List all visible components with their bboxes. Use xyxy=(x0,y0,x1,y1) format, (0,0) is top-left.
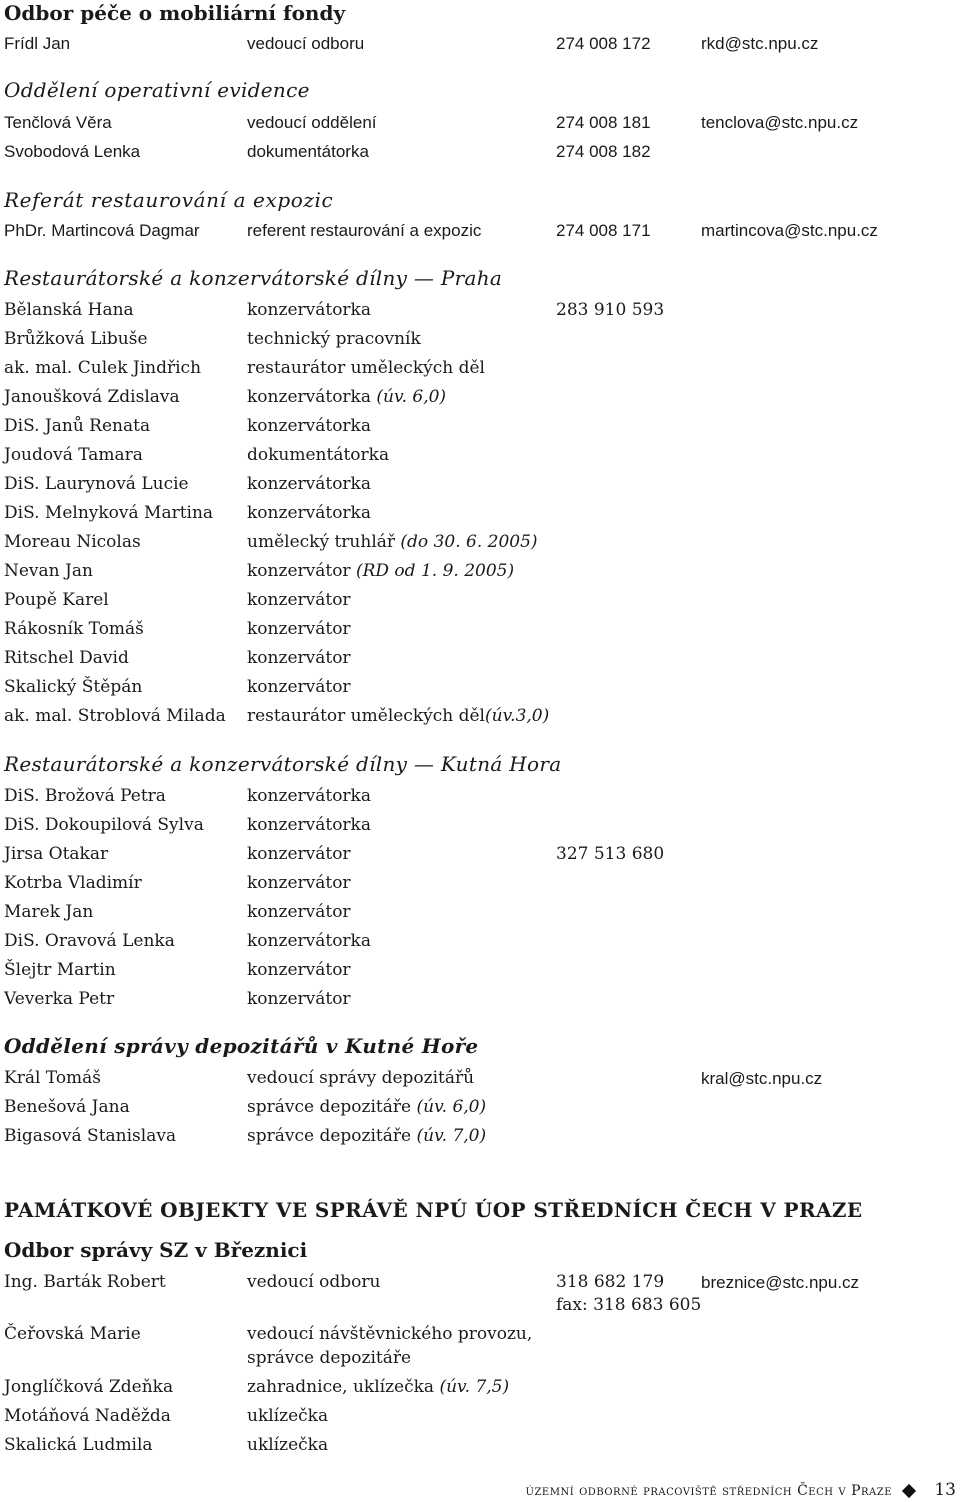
section-title-evidence: Oddělení operativní evidence xyxy=(4,78,310,102)
person-email[interactable]: breznice@stc.npu.cz xyxy=(701,1273,860,1292)
person-note: (úv. 6,0) xyxy=(416,1097,487,1117)
person-role: referent restaurování a expozic xyxy=(247,221,482,240)
person-role: konzervátorka xyxy=(247,387,371,407)
table-row xyxy=(4,471,944,498)
table-row xyxy=(4,986,944,1013)
person-phone: 274 008 181 xyxy=(556,113,651,132)
person-role: zahradnice, uklízečka xyxy=(247,1377,435,1397)
person-name: Moreau Nicolas xyxy=(4,532,141,552)
person-role: vedoucí odboru xyxy=(247,1272,381,1292)
person-name: Benešová Jana xyxy=(4,1097,130,1117)
person-name: Brůžková Libuše xyxy=(4,329,148,349)
table-row xyxy=(4,1374,944,1401)
table-row xyxy=(4,384,944,411)
person-name: Janoušková Zdislava xyxy=(4,387,180,407)
person-name: DiS. Laurynová Lucie xyxy=(4,474,189,494)
person-phone: 318 682 179 xyxy=(556,1272,665,1292)
person-name: Šlejtr Martin xyxy=(4,960,116,980)
table-row xyxy=(4,870,944,897)
table-row xyxy=(4,138,944,165)
table-row xyxy=(4,217,944,244)
diamond-icon xyxy=(902,1484,916,1498)
person-role: konzervátor xyxy=(247,677,351,697)
person-note: (RD od 1. 9. 2005) xyxy=(355,561,515,581)
table-row xyxy=(4,413,944,440)
person-name: Rákosník Tomáš xyxy=(4,619,144,639)
person-name: DiS. Melnyková Martina xyxy=(4,503,214,523)
person-phone: 274 008 171 xyxy=(556,221,651,240)
person-name: ak. mal. Culek Jindřich xyxy=(4,358,202,378)
person-role: restaurátor uměleckých děl xyxy=(247,706,485,726)
person-name: Ritschel David xyxy=(4,648,129,668)
person-role: vedoucí odboru xyxy=(247,34,365,53)
page-footer xyxy=(4,1480,956,1502)
table-row-fax xyxy=(4,1292,944,1319)
table-row xyxy=(4,109,944,136)
table-row xyxy=(4,1123,944,1150)
person-name: Joudová Tamara xyxy=(4,445,143,465)
person-name: DiS. Brožová Petra xyxy=(4,786,166,806)
person-name: Svobodová Lenka xyxy=(4,142,141,161)
person-name: Frídl Jan xyxy=(4,34,71,53)
person-role: vedoucí návštěvnického provozu, xyxy=(247,1324,533,1344)
person-role: dokumentátorka xyxy=(247,142,369,161)
table-row xyxy=(4,1321,944,1348)
person-role: restaurátor uměleckých děl xyxy=(247,358,485,378)
person-role: konzervátor xyxy=(247,873,351,893)
person-role: správce depozitáře xyxy=(247,1126,412,1146)
person-role: konzervátorka xyxy=(247,931,371,951)
section-title-dilny-praha: Restaurátorské a konzervátorské dílny — Praha xyxy=(4,266,503,290)
table-row xyxy=(4,645,944,672)
person-name: Skalický Štěpán xyxy=(4,677,143,697)
person-role: konzervátorka xyxy=(247,503,371,523)
table-row xyxy=(4,558,944,585)
table-row xyxy=(4,297,944,324)
person-name: Bělanská Hana xyxy=(4,300,134,320)
person-name: Král Tomáš xyxy=(4,1068,102,1088)
table-row xyxy=(4,1403,944,1430)
person-role: dokumentátorka xyxy=(247,445,390,465)
person-name: Čeřovská Marie xyxy=(4,1324,141,1344)
role-with-note xyxy=(247,1094,486,1121)
person-name: Ing. Barták Robert xyxy=(4,1272,166,1292)
role-with-note xyxy=(247,1123,486,1150)
section-title-breznice: Odbor správy SZ v Březnici xyxy=(4,1238,308,1262)
person-role: konzervátorka xyxy=(247,815,371,835)
table-row xyxy=(4,1094,944,1121)
section-title-restaurovani: Referát restaurování a expozic xyxy=(4,188,334,212)
person-name: Tenčlová Věra xyxy=(4,113,112,132)
person-fax: fax: 318 683 605 xyxy=(556,1295,702,1315)
table-row xyxy=(4,957,944,984)
person-note: (do 30. 6. 2005) xyxy=(400,532,538,552)
person-name: Bigasová Stanislava xyxy=(4,1126,177,1146)
person-name: Marek Jan xyxy=(4,902,94,922)
person-role: uklízečka xyxy=(247,1406,329,1426)
section-title-dilny-kutna-hora: Restaurátorské a konzervátorské dílny — Kutná Hora xyxy=(4,752,562,776)
person-role: konzervátor xyxy=(247,902,351,922)
person-role: konzervátor xyxy=(247,960,351,980)
person-role: umělecký truhlář xyxy=(247,532,396,552)
person-email[interactable]: tenclova@stc.npu.cz xyxy=(701,113,859,132)
person-role: konzervátor xyxy=(247,590,351,610)
person-role: konzervátor xyxy=(247,648,351,668)
person-role: správce depozitáře xyxy=(247,1097,412,1117)
table-row xyxy=(4,928,944,955)
person-email[interactable]: rkd@stc.npu.cz xyxy=(701,34,819,53)
section-title-mobiliar: Odbor péče o mobiliární fondy xyxy=(4,1,346,25)
person-role: uklízečka xyxy=(247,1435,329,1455)
table-row xyxy=(4,442,944,469)
table-row xyxy=(4,783,944,810)
table-row xyxy=(4,30,944,57)
person-name: Motáňová Naděžda xyxy=(4,1406,171,1426)
person-name: Nevan Jan xyxy=(4,561,93,581)
person-role: konzervátorka xyxy=(247,474,371,494)
person-role: vedoucí správy depozitářů xyxy=(247,1068,475,1088)
table-row xyxy=(4,587,944,614)
person-phone: 274 008 172 xyxy=(556,34,651,53)
table-row xyxy=(4,529,944,556)
person-email[interactable]: kral@stc.npu.cz xyxy=(701,1069,823,1088)
table-row xyxy=(4,703,944,730)
person-note: (úv. 7,0) xyxy=(416,1126,487,1146)
role-with-note xyxy=(247,1374,509,1401)
person-name: PhDr. Martincová Dagmar xyxy=(4,221,200,240)
person-role: konzervátorka xyxy=(247,300,371,320)
table-row xyxy=(4,500,944,527)
person-name: DiS. Janů Renata xyxy=(4,416,151,436)
person-role-line2: správce depozitáře xyxy=(247,1348,412,1368)
role-with-note xyxy=(247,529,538,556)
person-name: DiS. Dokoupilová Sylva xyxy=(4,815,204,835)
person-phone: 327 513 680 xyxy=(556,844,665,864)
person-phone: 274 008 182 xyxy=(556,142,651,161)
person-role: konzervátorka xyxy=(247,786,371,806)
person-email[interactable]: martincova@stc.npu.cz xyxy=(701,221,878,240)
person-note: (úv. 6,0) xyxy=(376,387,447,407)
table-row xyxy=(4,674,944,701)
table-row xyxy=(4,1065,944,1092)
footer-text: územní odborné pracoviště středních Čech v Praze xyxy=(525,1483,892,1499)
role-with-note xyxy=(247,384,446,411)
person-role: konzervátor xyxy=(247,989,351,1009)
person-note: (úv.3,0) xyxy=(485,706,550,726)
page-number: 13 xyxy=(934,1480,956,1500)
person-name: Skalická Ludmila xyxy=(4,1435,153,1455)
person-name: Poupě Karel xyxy=(4,590,109,610)
table-row xyxy=(4,326,944,353)
person-role: konzervátor xyxy=(247,619,351,639)
person-name: Kotrba Vladimír xyxy=(4,873,142,893)
role-with-note xyxy=(247,558,514,585)
person-note: (úv. 7,5) xyxy=(439,1377,510,1397)
person-name: Jirsa Otakar xyxy=(4,844,109,864)
person-name: DiS. Oravová Lenka xyxy=(4,931,175,951)
person-role: vedoucí oddělení xyxy=(247,113,377,132)
person-role: konzervátor xyxy=(247,844,351,864)
table-row xyxy=(4,616,944,643)
table-row xyxy=(4,1432,944,1459)
table-row xyxy=(4,841,944,868)
table-row xyxy=(4,899,944,926)
role-with-note xyxy=(247,703,549,730)
person-role: konzervátor xyxy=(247,561,351,581)
table-row xyxy=(4,812,944,839)
person-role: technický pracovník xyxy=(247,329,421,349)
main-heading: PAMÁTKOVÉ OBJEKTY VE SPRÁVĚ NPÚ ÚOP STŘEDNÍCH ČECH V PRAZE xyxy=(4,1198,863,1222)
table-row xyxy=(4,355,944,382)
person-name: Veverka Petr xyxy=(4,989,115,1009)
section-title-depozitare: Oddělení správy depozitářů v Kutné Hoře xyxy=(4,1034,479,1058)
person-name: Jonglíčková Zdeňka xyxy=(4,1377,174,1397)
person-role: konzervátorka xyxy=(247,416,371,436)
person-name: ak. mal. Stroblová Milada xyxy=(4,706,226,726)
table-row-continued xyxy=(4,1345,944,1372)
person-phone: 283 910 593 xyxy=(556,300,665,320)
